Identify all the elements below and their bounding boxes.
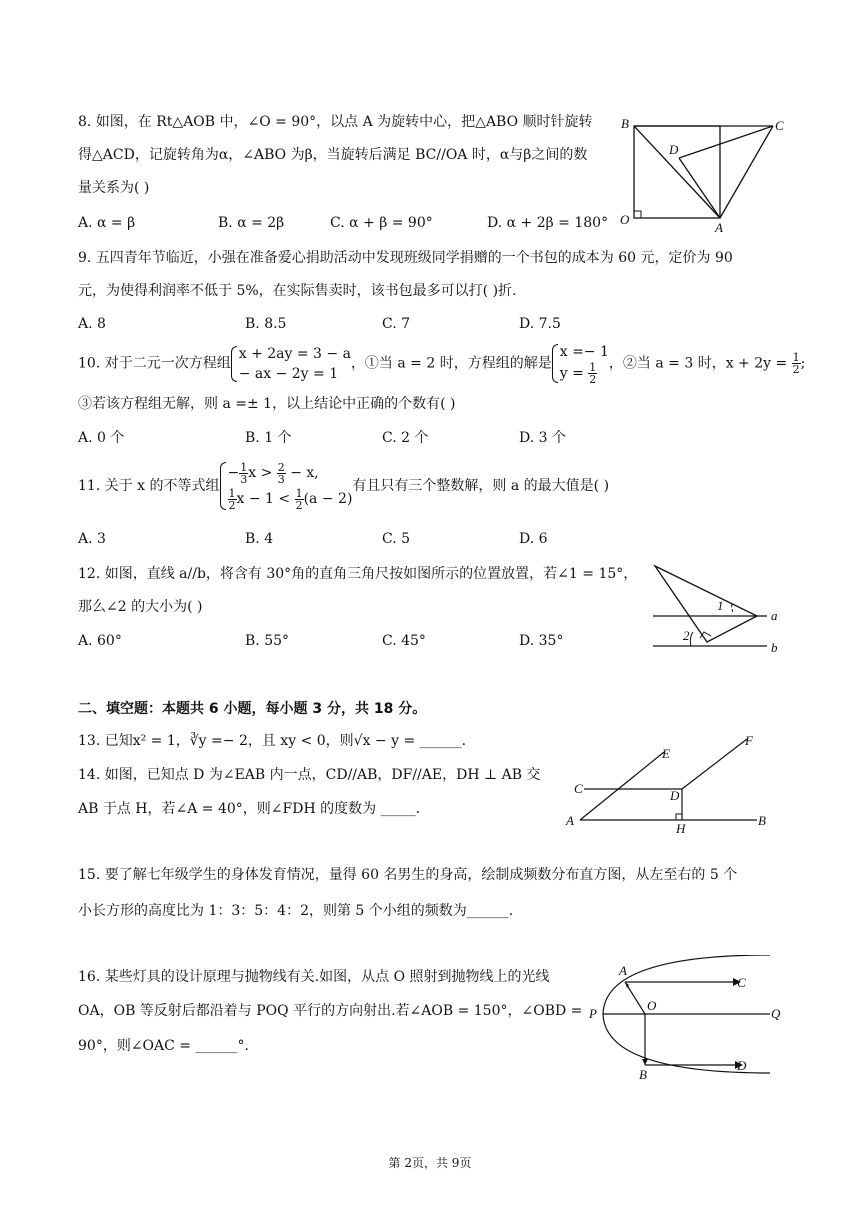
q14-label-b: B	[758, 813, 766, 828]
q12-label-1: 1	[717, 598, 724, 613]
q9-option-c[interactable]: C. 7	[382, 316, 411, 332]
q12-option-c[interactable]: C. 45°	[382, 633, 426, 649]
q8-line2: 得△ACD，记旋转角为α，∠ABO 为β，当旋转后满足 BC//OA 时，α与β之间的数	[78, 147, 588, 163]
section-title: 二、填空题：本题共 6 小题，每小题 3 分，共 18 分。	[78, 701, 427, 717]
q16-label-a: A	[619, 963, 627, 978]
q8-label-b: B	[621, 116, 629, 131]
q13-line: 13. 已知x² = 1，∛y =− 2，且 xy < 0，则√x − y = ______.	[78, 733, 467, 749]
q11-option-b[interactable]: B. 4	[245, 531, 274, 547]
q12-option-d[interactable]: D. 35°	[519, 633, 564, 649]
q9-line2: 元，为使得利润率不低于 5%，在实际售卖时，该书包最多可以打( )折.	[78, 283, 517, 299]
q10-line2: ③若该方程组无解，则 a =± 1，以上结论中正确的个数有( )	[78, 396, 456, 412]
q14-label-d: D	[670, 788, 680, 803]
q8-option-d[interactable]: D. α + 2β = 180°	[487, 215, 609, 231]
q15-line2: 小长方形的高度比为 1：3：5：4：2，则第 5 个小组的频数为______.	[78, 903, 514, 919]
page-footer: 第 2页，共 9页	[388, 1156, 472, 1170]
q14-label-a: A	[566, 813, 574, 828]
q16-label-b: B	[639, 1067, 647, 1082]
q16-line2: OA，OB 等反射后都沿着与 POQ 平行的方向射出.若∠AOB = 150°，∠OBD =	[78, 1003, 583, 1019]
q14-line1: 14. 如图，已知点 D 为∠EAB 内一点，CD//AB，DF//AE，DH ⊥ AB 交	[78, 767, 541, 783]
q10-line1: 10. 对于二元一次方程组 x + 2ay = 3 − a − ax − 2y = 1 ，①当 a = 2 时，方程组的解是 x =− 1 y = $\frac{1}{2}$ ，②当 a = 3 时，x + 2y = $\frac{1}{2}$ ;	[78, 344, 806, 386]
q14-line2: AB 于点 H，若∠A = 40°，则∠FDH 的度数为 _____.	[78, 801, 421, 817]
q8-option-b[interactable]: B. α = 2β	[218, 215, 285, 231]
q11-option-a[interactable]: A. 3	[78, 531, 106, 547]
q16-line3: 90°，则∠OAC = ______°.	[78, 1038, 249, 1054]
q8-label-o: O	[620, 212, 630, 227]
q8-figure	[615, 112, 790, 237]
q8-line1: 8. 如图，在 Rt△AOB 中，∠O = 90°，以点 A 为旋转中心，把△ABO 顺时针旋转	[78, 114, 593, 130]
q8-label-d: D	[669, 142, 679, 157]
q11-option-d[interactable]: D. 6	[519, 531, 548, 547]
q8-option-c[interactable]: C. α + β = 90°	[330, 215, 433, 231]
q16-label-d: D	[737, 1058, 747, 1073]
q12-figure	[645, 558, 785, 658]
q12-option-b[interactable]: B. 55°	[245, 633, 290, 649]
q16-label-q: Q	[771, 1006, 781, 1021]
q10-solution: x =− 1 y = $\frac{1}{2}$	[552, 342, 609, 385]
q12-label-2: 2	[683, 628, 690, 643]
q10-system: x + 2ay = 3 − a − ax − 2y = 1	[231, 344, 351, 384]
q8-label-a: A	[715, 220, 723, 235]
q12-line1: 12. 如图，直线 a//b，将含有 30°角的直角三角尺按如图所示的位置放置，若∠1 = 15°，	[78, 566, 638, 582]
q10-option-a[interactable]: A. 0 个	[78, 430, 125, 446]
q9-line1: 9. 五四青年节临近，小强在准备爱心捐助活动中发现班级同学捐赠的一个书包的成本为 60 元，定价为 90	[78, 250, 733, 266]
q14-figure	[562, 732, 772, 837]
q8-label-c: C	[775, 118, 784, 133]
q11-option-c[interactable]: C. 5	[382, 531, 411, 547]
q10-option-d[interactable]: D. 3 个	[519, 430, 566, 446]
q14-label-f: F	[745, 733, 753, 748]
q15-line1: 15. 要了解七年级学生的身体发育情况，量得 60 名男生的身高，绘制成频数分布直方图，从左至右的 5 个	[78, 867, 738, 883]
q14-label-e: E	[662, 746, 670, 761]
q12-line2: 那么∠2 的大小为( )	[78, 599, 203, 615]
q16-label-p: P	[589, 1006, 597, 1021]
q12-option-a[interactable]: A. 60°	[78, 633, 122, 649]
q8-option-a[interactable]: A. α = β	[78, 215, 136, 231]
q8-line3: 量关系为( )	[78, 180, 150, 196]
q10-option-b[interactable]: B. 1 个	[245, 430, 292, 446]
q11-line1: 11. 关于 x 的不等式组 − $\frac{1}{3}$ x > $\frac{2}{3}$ − x, $\frac{1}{2}$ x − 1 < $\frac{1}{2}$ (a − 2) 有且只有三个整数解，则 a 的最大值是( )	[78, 460, 610, 512]
q14-label-h: H	[676, 821, 686, 836]
q10-option-c[interactable]: C. 2 个	[382, 430, 429, 446]
q16-label-o: O	[647, 998, 657, 1013]
q16-line1: 16. 某些灯具的设计原理与抛物线有关.如图，从点 O 照射到抛物线上的光线	[78, 969, 550, 985]
q9-option-d[interactable]: D. 7.5	[519, 316, 561, 332]
q9-option-a[interactable]: A. 8	[78, 316, 106, 332]
q16-label-c: C	[737, 975, 746, 990]
q11-system: − $\frac{1}{3}$ x > $\frac{2}{3}$ − x, $\frac{1}{2}$ x − 1 < $\frac{1}{2}$ (a − 2)	[220, 460, 353, 512]
q9-option-b[interactable]: B. 8.5	[245, 316, 287, 332]
q16-figure	[585, 955, 785, 1085]
q14-label-c: C	[574, 781, 583, 796]
q12-label-b: b	[771, 640, 778, 655]
q12-label-a: a	[771, 608, 778, 623]
